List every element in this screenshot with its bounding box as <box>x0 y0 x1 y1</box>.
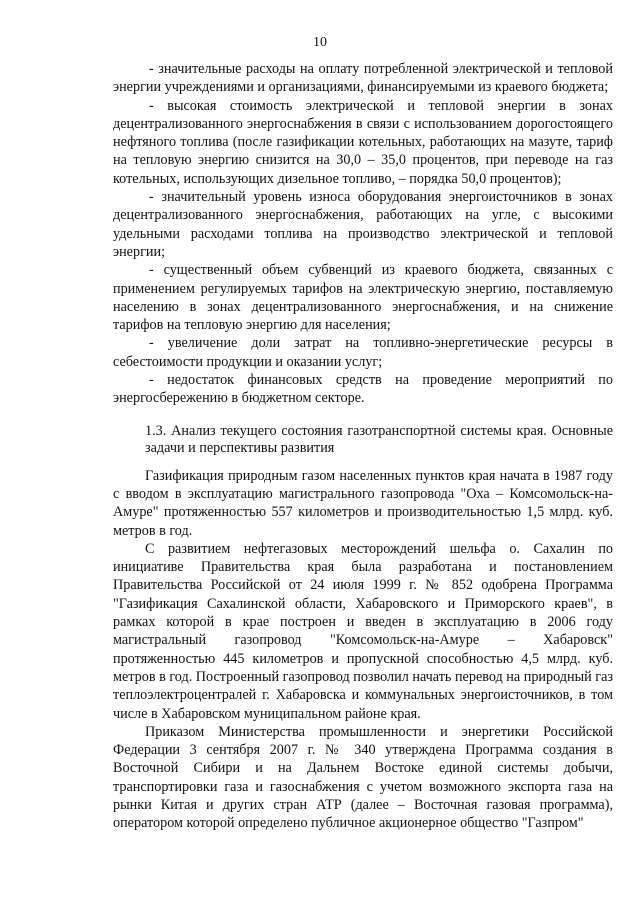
bullet-item: - недостаток финансовых средств на проведение мероприятий по энергосбережению в бюджетном секторе. <box>113 372 613 407</box>
document-body <box>113 60 613 833</box>
section-heading: 1.3. Анализ текущего состояния газотранспортной системы края. Основные задачи и перспективы развития <box>145 422 613 456</box>
paragraph: С развитием нефтегазовых месторождений шельфа о. Сахалин по инициативе Правительства края была разработана и постановлением Правительства Российской от 24 июля 1999 г. № 852 одобрена Программа "Газификация Сахалинской области, Хабаровского и Приморского краев", в рамках которой в крае построен и введен в эксплуатацию в 2006 году магистральный газопровод "Комсомольск-на-Амуре – Хабаровск" протяженностью 445 километров и пропускной способностью 4,5 млрд. куб. метров в год. Построенный газопровод позволил начать перевод на природный газ теплоэлектроцентралей г. Хабаровска и коммунальных энергоисточников, в том числе в Хабаровском муниципальном районе края. <box>113 540 613 722</box>
paragraph: Приказом Министерства промышленности и энергетики Российской Федерации 3 сентября 2007 г. № 340 утверждена Программа создания в Восточной Сибири и на Дальнем Востоке единой системы добычи, транспортировки газа и газоснабжения с учетом возможного экспорта газа на рынки Китая и других стран АТР (далее – Восточная газовая программа), оператором которой определено публичное акционерное общество "Газпром" <box>113 723 613 832</box>
bullet-item: - высокая стоимость электрической и тепловой энергии в зонах децентрализованного энергоснабжения в связи с использованием дорогостоящего нефтяного топлива (после газификации котельных, работающих на мазуте, тариф на тепловую энергию снизится на 30,0 – 35,0 процентов, при переводе на газ котельных, использующих дизельное топливо, – порядка 50,0 процентов); <box>113 97 613 187</box>
bullet-item: - существенный объем субвенций из краевого бюджета, связанных с применением регулируемых тарифов на электрическую энергию, поставляемую населению в зонах децентрализованного энергоснабжения, и на снижение тарифов на тепловую энергию для населения; <box>113 262 613 334</box>
bullet-item: - значительные расходы на оплату потребленной электрической и тепловой энергии учреждениями и организациями, финансируемыми из краевого бюджета; <box>113 61 613 96</box>
bullet-item: - значительный уровень износа оборудования энергоисточников в зонах децентрализованного энергоснабжения, работающих на угле, с высокими удельными расходами топлива на производство электрической и тепловой энергии; <box>113 189 613 260</box>
page-number: 10 <box>313 35 327 50</box>
bullet-item: - увеличение доли затрат на топливно-энергетические ресурсы в себестоимости продукции и оказании услуг; <box>113 335 613 370</box>
paragraph: Газификация природным газом населенных пунктов края начата в 1987 году с вводом в эксплуатацию магистрального газопровода "Оха – Комсомольск-на-Амуре" протяженностью 557 километров и производительностью 1,5 млрд. куб. метров в год. <box>113 467 613 539</box>
